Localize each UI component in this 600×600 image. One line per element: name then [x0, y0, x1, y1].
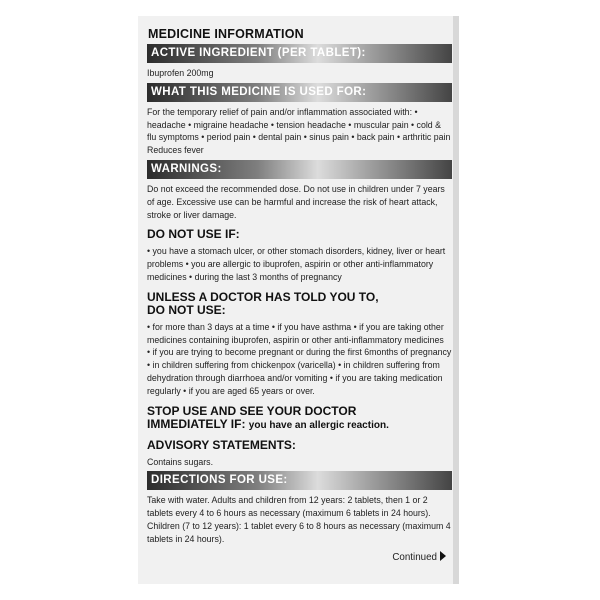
continued-indicator — [147, 551, 452, 563]
stop-use-heading-line2: IMMEDIATELY IF: — [147, 416, 246, 431]
continued-label: Continued — [392, 551, 437, 563]
medicine-information-panel — [138, 16, 459, 584]
uses-heading: WHAT THIS MEDICINE IS USED FOR: — [147, 83, 452, 102]
active-ingredient-text: Ibuprofen 200mg — [147, 68, 214, 78]
panel-content — [138, 16, 452, 563]
warnings-heading: WARNINGS: — [147, 160, 452, 179]
right-arrow-icon — [440, 551, 446, 561]
advisory-heading: ADVISORY STATEMENTS: — [147, 437, 296, 452]
unless-doctor-text-3: • in children suffering from chickenpox (varicella) • in children suffering from dehydration through diarrhoea and/or vomiting • if you are taking medication regularly • if you are aged 65 years or over. — [147, 360, 443, 396]
advisory-text: Contains sugars. — [147, 456, 214, 467]
stop-use-heading-line1: STOP USE AND SEE YOUR DOCTOR — [147, 403, 357, 418]
directions-heading: DIRECTIONS FOR USE: — [147, 471, 452, 490]
unless-doctor-heading — [147, 291, 452, 317]
panel-title: MEDICINE INFORMATION — [148, 27, 304, 41]
warnings-text: Do not exceed the recommended dose. Do not use in children under 7 years of age. Excessive use can be harmful and increase the risk of heart attack, stroke or liver damage. — [147, 183, 445, 220]
active-ingredient-heading: ACTIVE INGREDIENT (PER TABLET): — [147, 44, 452, 63]
unless-doctor-text-1: • for more than 3 days at a time • if you have asthma • if you are taking other medicines containing ibuprofen, aspirin or other anti-inflammatory medicines — [147, 321, 444, 345]
stop-use-heading — [147, 405, 452, 432]
do-not-use-heading: DO NOT USE IF: — [147, 227, 240, 242]
unless-doctor-heading-line1: UNLESS A DOCTOR HAS TOLD YOU TO, — [147, 289, 379, 304]
unless-doctor-heading-line2: DO NOT USE: — [147, 302, 226, 317]
stop-use-text: you have an allergic reaction. — [248, 419, 389, 431]
unless-doctor-text-2: • if you are trying to become pregnant or during the first 6months of pregnancy — [147, 347, 452, 358]
uses-text: For the temporary relief of pain and/or inflammation associated with: • headache • migraine headache • tension headache • muscular pain • cold & flu symptoms • period pain • dental pain • sinus pain • back pain • arthritic pain Reduces fever — [147, 106, 451, 156]
directions-text: Take with water. Adults and children from 12 years: 2 tablets, then 1 or 2 tablets every 4 to 6 hours as necessary (maximum 6 tablets in 24 hours). Children (7 to 12 years): 1 tablet every 6 to 8 hours as necessary (maximum 4 tablets in 24 hours). — [147, 495, 451, 544]
do-not-use-text: • you have a stomach ulcer, or other stomach disorders, kidney, liver or heart problems • you are allergic to ibuprofen, aspirin or other anti-inflammatory medicines • during the last 3 months of pregnancy — [147, 246, 446, 282]
